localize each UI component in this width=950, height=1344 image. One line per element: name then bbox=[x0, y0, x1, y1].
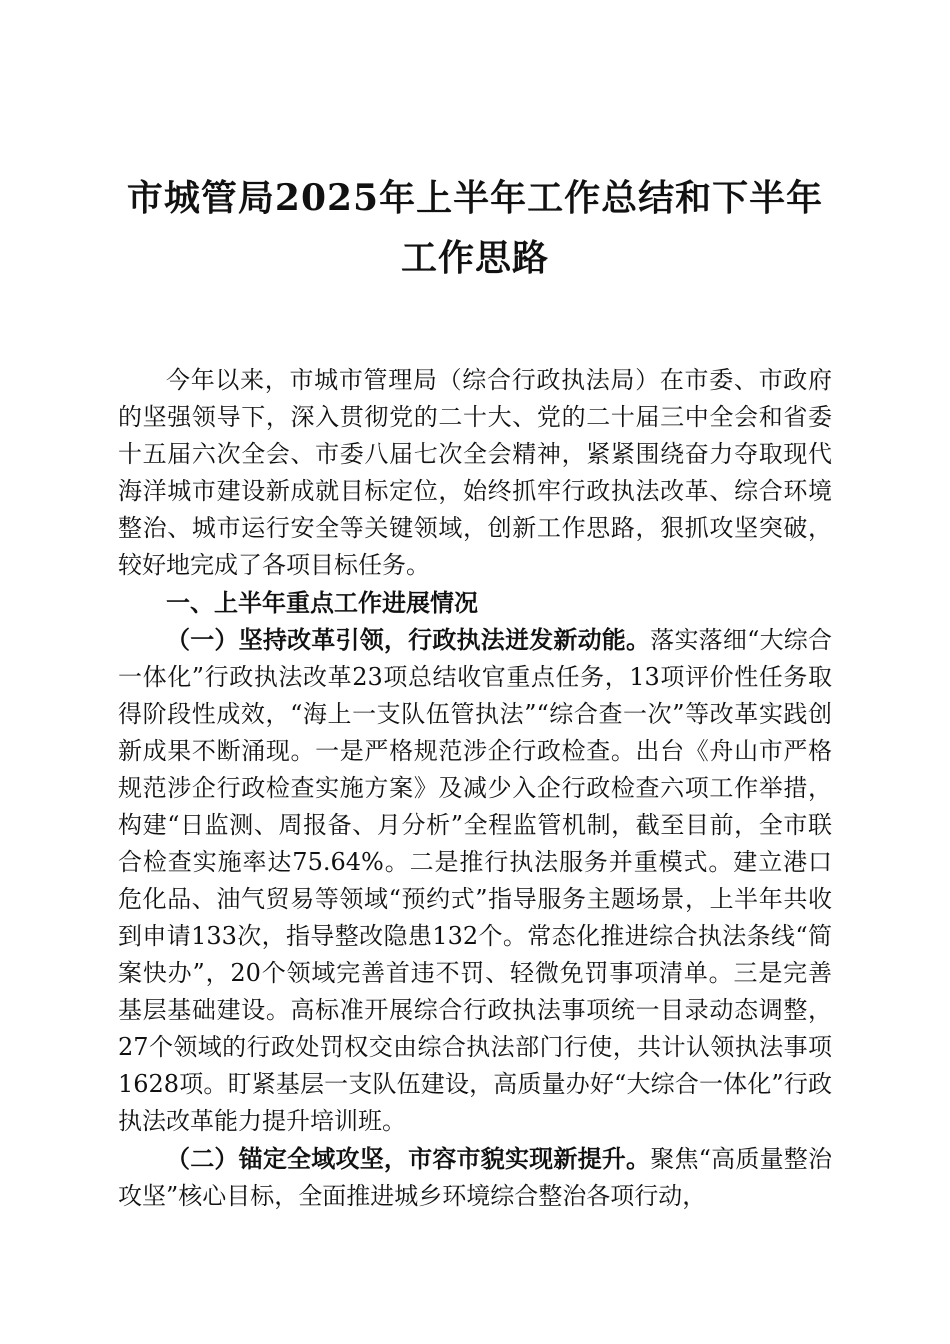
document-body bbox=[118, 362, 832, 1215]
intro-paragraph: 今年以来，市城市管理局（综合行政执法局）在市委、市政府的坚强领导下，深入贯彻党的二十大、党的二十届三中全会和省委十五届六次全会、市委八届七次全会精神，紧紧围绕奋力夺取现代海洋城市建设新成就目标定位，始终抓牢行政执法改革、综合环境整治、城市运行安全等关键领域，创新工作思路，狠抓攻坚突破，较好地完成了各项目标任务。 bbox=[118, 366, 832, 579]
paragraph-2-lead: （二）锚定全域攻坚，市容市貌实现新提升。 bbox=[166, 1144, 651, 1173]
paragraph-1-lead: （一）坚持改革引领，行政执法迸发新动能。 bbox=[166, 625, 651, 654]
paragraph-1-body: 落实落细“大综合一体化”行政执法改革23项总结收官重点任务，13项评价性任务取得阶段性成效，“海上一支队伍管执法”“综合查一次”等改革实践创新成果不断涌现。一是严格规范涉企行政检查。出台《舟山市严格规范涉企行政检查实施方案》及减少入企行政检查六项工作举措，构建“日监测、周报备、月分析”全程监管机制，截至目前，全市联合检查实施率达75.64%。二是推行执法服务并重模式。建立港口危化品、油气贸易等领域“预约式”指导服务主题场景，上半年共收到申请133次，指导整改隐患132个。常态化推进综合执法条线“简案快办”，20个领域完善首违不罚、轻微免罚事项清单。三是完善基层基础建设。高标准开展综合行政执法事项统一目录动态调整，27个领域的行政处罚权交由综合执法部门行使，共计认领执法事项1628项。盯紧基层一支队伍建设，高质量办好“大综合一体化”行政执法改革能力提升培训班。 bbox=[118, 626, 832, 1135]
paragraph-1 bbox=[118, 621, 832, 1140]
paragraph-2 bbox=[118, 1140, 832, 1215]
paragraph-2-body: 聚焦“高质量整治攻坚”核心目标，全面推进城乡环境综合整治各项行动， bbox=[118, 1145, 832, 1210]
section-heading-1: 一、上半年重点工作进展情况 bbox=[166, 588, 478, 617]
document-title: 市城管局2025年上半年工作总结和下半年工作思路 bbox=[126, 177, 824, 279]
